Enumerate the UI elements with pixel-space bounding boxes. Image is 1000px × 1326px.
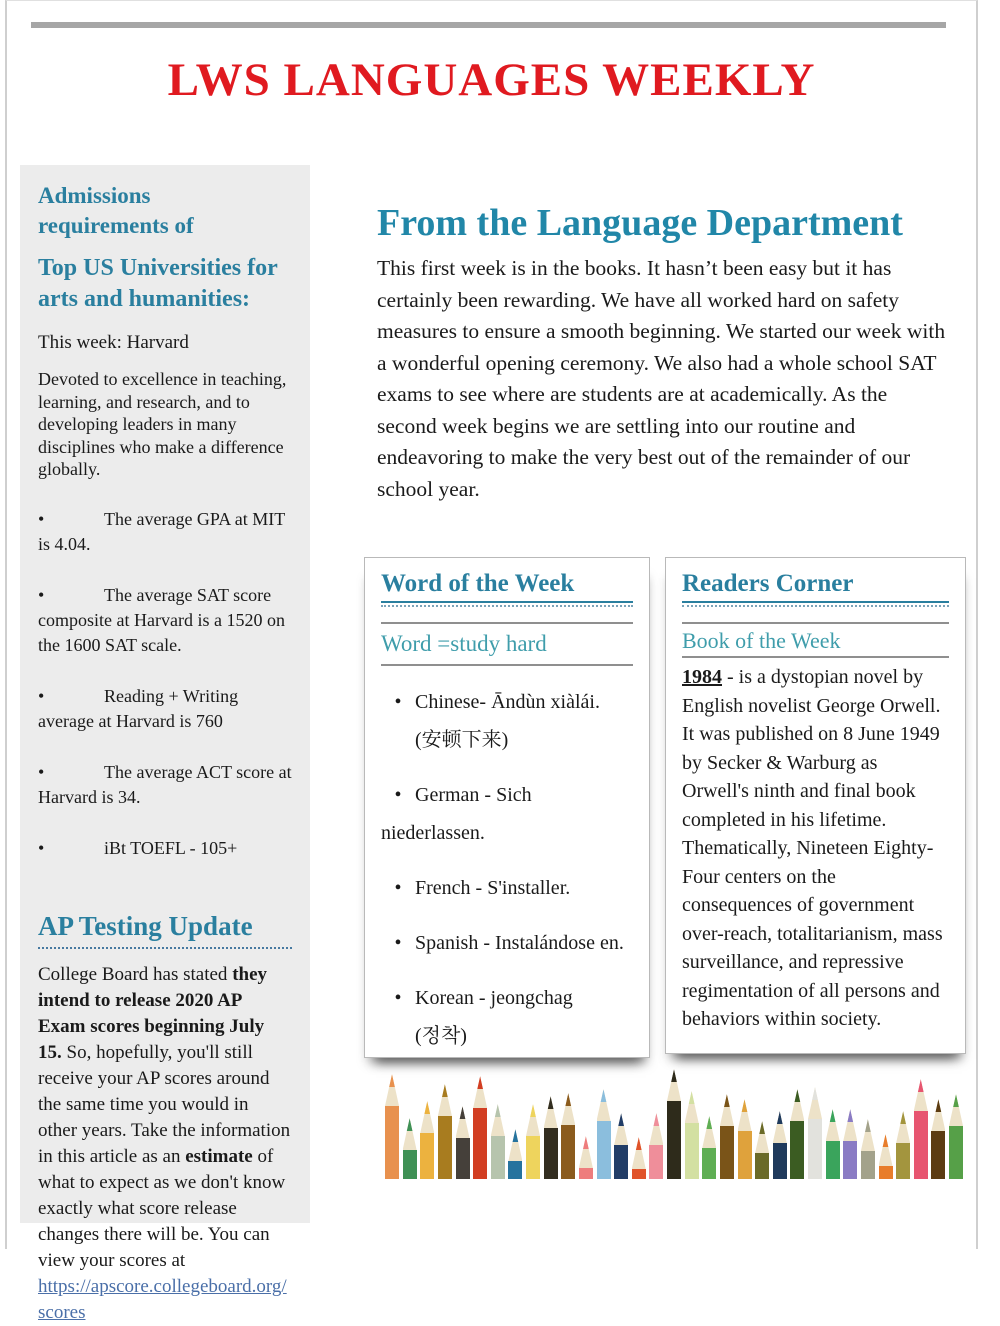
bullet-icon: • bbox=[38, 584, 45, 605]
bullet-text: The average ACT score at Harvard is 34. bbox=[38, 761, 292, 807]
main-paragraph: This first week is in the books. It hasn’t been easy but it has certainly been rewarding. We have all worked hard on safety measures to ensure a smooth beginning. We started our week with a wonderful opening ceremony. We also had a whole school SAT exams to see where are students are at academically. As the second week begins we are settling into our routine and endeavoring to make the very best out of the remainder of our school year. bbox=[377, 256, 946, 501]
bullet-icon: • bbox=[394, 932, 402, 954]
pencil bbox=[826, 1109, 840, 1179]
pencil bbox=[896, 1111, 910, 1179]
main-heading: From the Language Department bbox=[377, 202, 903, 244]
pencil bbox=[931, 1099, 945, 1179]
bullet-icon: • bbox=[38, 761, 45, 782]
sidebar-intro-paragraph: Devoted to excellence in teaching, learning, and research, and to developing leaders in many disciplines who make a difference globally. bbox=[38, 369, 287, 479]
pencil bbox=[738, 1099, 752, 1179]
pencil bbox=[632, 1137, 646, 1179]
pencil bbox=[614, 1113, 628, 1179]
sidebar-heading-universities: Top US Universities for arts and humanities: bbox=[38, 255, 278, 312]
pencil bbox=[491, 1104, 505, 1179]
pencil bbox=[702, 1116, 716, 1179]
pencil bbox=[561, 1093, 575, 1179]
book-description: 1984 - is a dystopian novel by English novelist George Orwell. It was published on 8 June 1949 by Secker & Warburg as Orwell's ninth and final book completed in his lifetime. Thematically, Nineteen Eighty-Four centers on the consequences of government over-reach, totalitarianism, mass surveillance, and repressive regimentation of all persons and behaviors within society. bbox=[682, 666, 943, 1030]
word-of-the-week-card bbox=[364, 557, 650, 1058]
bold-text: estimate bbox=[185, 1145, 253, 1167]
pencil bbox=[544, 1096, 558, 1179]
word-item-text: French - S'installer. bbox=[415, 877, 571, 899]
pencil bbox=[385, 1074, 399, 1179]
readers-corner-heading: Readers Corner bbox=[682, 570, 949, 603]
bold-text: they intend to release 2020 AP Exam scores beginning July 15. bbox=[38, 963, 268, 1063]
pencil bbox=[667, 1069, 681, 1179]
pencil bbox=[808, 1087, 822, 1179]
divider-line bbox=[682, 656, 949, 658]
divider-line bbox=[381, 664, 633, 666]
dotted-underline bbox=[682, 605, 949, 607]
word-definition: Word =study hard bbox=[381, 631, 547, 656]
newsletter-page bbox=[5, 0, 978, 1323]
sidebar-bullet-item bbox=[38, 836, 292, 861]
word-item-text: German - Sich niederlassen. bbox=[381, 784, 532, 844]
word-item bbox=[381, 924, 633, 962]
sidebar-bullet-item bbox=[38, 760, 292, 810]
bullet-icon: • bbox=[394, 987, 402, 1009]
sidebar-subheading-week: This week: Harvard bbox=[38, 332, 189, 353]
word-item-text2: (安顿下来) bbox=[415, 729, 509, 751]
pencil bbox=[526, 1104, 540, 1179]
pencil bbox=[579, 1136, 593, 1179]
book-of-the-week-subheading: Book of the Week bbox=[682, 628, 841, 653]
word-item-text: Korean - jeongchag bbox=[415, 987, 573, 1009]
ap-testing-update-heading: AP Testing Update bbox=[38, 911, 292, 949]
pencil bbox=[438, 1084, 452, 1179]
pencil bbox=[420, 1101, 434, 1179]
ap-scores-link[interactable]: https://apscore.collegeboard.org/scores bbox=[38, 1275, 287, 1323]
bullet-icon: • bbox=[394, 877, 402, 899]
bullet-text: iBt TOEFL - 105+ bbox=[104, 837, 238, 858]
bullet-icon: • bbox=[38, 837, 45, 858]
word-item-text: Spanish - Instalándose en. bbox=[415, 932, 624, 954]
word-item-text2: (정착) bbox=[415, 1025, 467, 1047]
readers-corner-card bbox=[665, 557, 966, 1054]
word-of-the-week-heading: Word of the Week bbox=[381, 570, 633, 603]
newsletter-title: LWS LANGUAGES WEEKLY bbox=[167, 54, 816, 106]
bullet-icon: • bbox=[38, 685, 45, 706]
pencil bbox=[914, 1079, 928, 1179]
pencil bbox=[773, 1111, 787, 1179]
pencil bbox=[597, 1089, 611, 1179]
bullet-icon: • bbox=[38, 508, 45, 529]
pencil bbox=[755, 1121, 769, 1179]
sidebar-bullet-item bbox=[38, 507, 292, 557]
bullet-text: The average SAT score composite at Harvard is a 1520 on the 1600 SAT scale. bbox=[38, 584, 285, 655]
pencil bbox=[649, 1113, 663, 1179]
pencil bbox=[949, 1094, 963, 1179]
pencil bbox=[879, 1134, 893, 1179]
word-item bbox=[381, 979, 633, 1055]
pencil bbox=[861, 1119, 875, 1179]
ap-testing-update-paragraph: College Board has stated they intend to release 2020 AP Exam scores beginning July 15. So, hopefully, you'll still receive your AP scores around the same time you would in other years. Take the information in this article as an estimate of what to expect as we don't know exactly what score release changes there will be. You can view your scores at https://apscore.collegeboard.org/scores bbox=[38, 963, 291, 1323]
bullet-icon: • bbox=[394, 784, 402, 806]
sidebar-bullet-item bbox=[38, 583, 292, 658]
word-item bbox=[381, 869, 633, 907]
pencil bbox=[843, 1109, 857, 1179]
book-title: 1984 bbox=[682, 666, 722, 688]
top-divider-bar bbox=[31, 22, 946, 28]
sidebar-heading-admissions: Admissions requirements of bbox=[38, 183, 194, 238]
pencil bbox=[685, 1091, 699, 1179]
pencil bbox=[720, 1094, 734, 1179]
pencil bbox=[790, 1089, 804, 1179]
bullet-text: Reading + Writing average at Harvard is 760 bbox=[38, 685, 239, 731]
pencil bbox=[508, 1129, 522, 1179]
dotted-underline bbox=[381, 605, 633, 607]
pencil bbox=[456, 1106, 470, 1179]
pencil bbox=[473, 1076, 487, 1179]
word-item-text: Chinese- Āndùn xiàlái. bbox=[415, 691, 600, 713]
bullet-text: The average GPA at MIT is 4.04. bbox=[38, 508, 285, 554]
word-item bbox=[381, 776, 633, 852]
sidebar bbox=[20, 165, 310, 1323]
word-item bbox=[381, 683, 633, 759]
colored-pencils-illustration bbox=[385, 1061, 963, 1179]
bullet-icon: • bbox=[394, 691, 402, 713]
pencil bbox=[403, 1118, 417, 1179]
sidebar-bullet-item bbox=[38, 684, 292, 734]
